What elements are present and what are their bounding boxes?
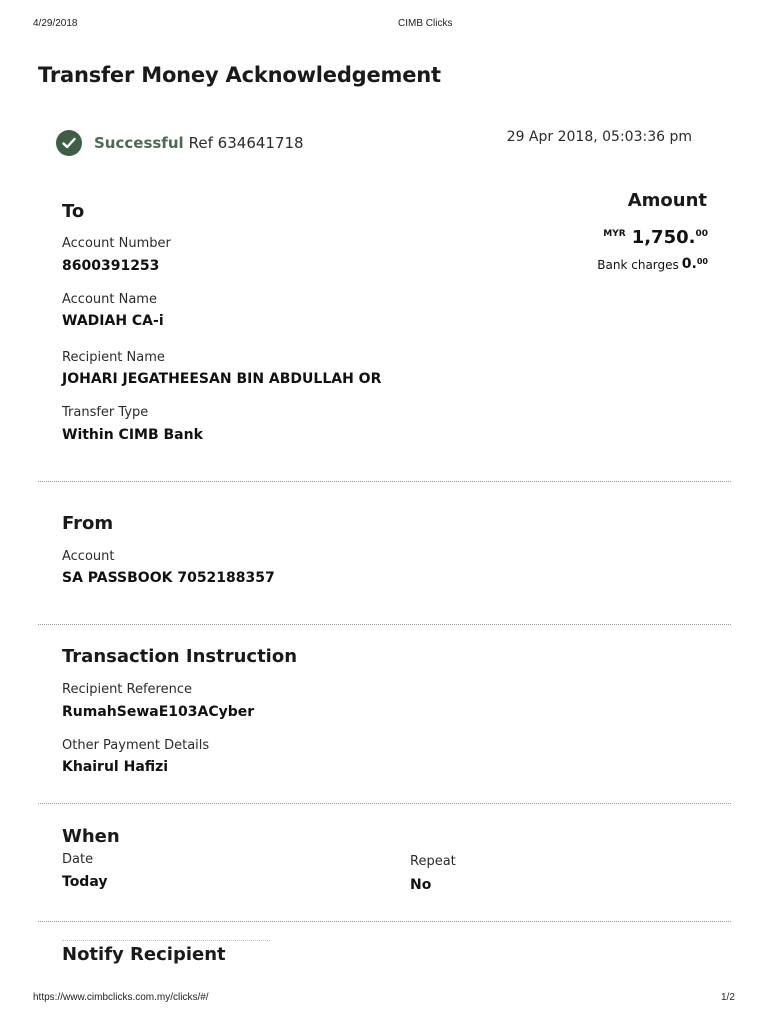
date-value: Today <box>62 874 108 890</box>
check-circle-icon <box>56 130 82 156</box>
divider <box>38 481 731 482</box>
recipient-name-value: JOHARI JEGATHEESAN BIN ABDULLAH OR <box>62 371 382 387</box>
other-payment-details-value: Khairul Hafizi <box>62 759 169 775</box>
print-date: 4/29/2018 <box>33 18 78 29</box>
amount-value <box>603 227 708 248</box>
page-title: Transfer Money Acknowledgement <box>38 63 441 87</box>
divider <box>38 624 731 625</box>
bank-charges-main: 0. <box>681 256 697 272</box>
transaction-timestamp: 29 Apr 2018, 05:03:36 pm <box>506 129 692 145</box>
print-page-number: 1/2 <box>721 992 735 1003</box>
amount-cents: 00 <box>695 229 708 239</box>
account-number-label: Account Number <box>62 236 171 251</box>
date-label: Date <box>62 852 94 867</box>
recipient-reference-value: RumahSewaE103ACyber <box>62 704 255 720</box>
section-title-when: When <box>62 826 120 847</box>
bank-charges <box>597 256 708 272</box>
account-name-label: Account Name <box>62 292 157 307</box>
status-row <box>56 130 304 156</box>
amount-currency: MYR <box>603 229 626 239</box>
section-title-notify: Notify Recipient <box>62 944 226 965</box>
transfer-type-label: Transfer Type <box>62 405 149 420</box>
print-page-title: CIMB Clicks <box>398 18 453 29</box>
account-number-value: 8600391253 <box>62 258 160 274</box>
print-url: https://www.cimbclicks.com.my/clicks/#/ <box>33 992 209 1003</box>
amount-title: Amount <box>627 190 707 211</box>
from-account-value: SA PASSBOOK 7052188357 <box>62 570 275 586</box>
section-title-to: To <box>62 201 85 222</box>
transfer-type-value: Within CIMB Bank <box>62 427 203 443</box>
from-account-label: Account <box>62 549 115 564</box>
status-successful: Successful <box>94 134 184 152</box>
bank-charges-cents: 00 <box>696 257 708 266</box>
section-title-instruction: Transaction Instruction <box>62 646 298 667</box>
divider <box>38 803 731 804</box>
divider <box>38 921 731 922</box>
section-title-from: From <box>62 513 114 534</box>
bank-charges-label: Bank charges <box>597 258 679 272</box>
recipient-reference-label: Recipient Reference <box>62 682 192 697</box>
recipient-name-label: Recipient Name <box>62 350 165 365</box>
account-name-value: WADIAH CA-i <box>62 313 164 329</box>
repeat-value: No <box>410 877 432 893</box>
other-payment-details-label: Other Payment Details <box>62 738 210 753</box>
amount-main: 1,750. <box>631 227 696 248</box>
divider <box>62 940 270 941</box>
reference-number: Ref 634641718 <box>188 134 304 152</box>
repeat-label: Repeat <box>410 854 456 869</box>
